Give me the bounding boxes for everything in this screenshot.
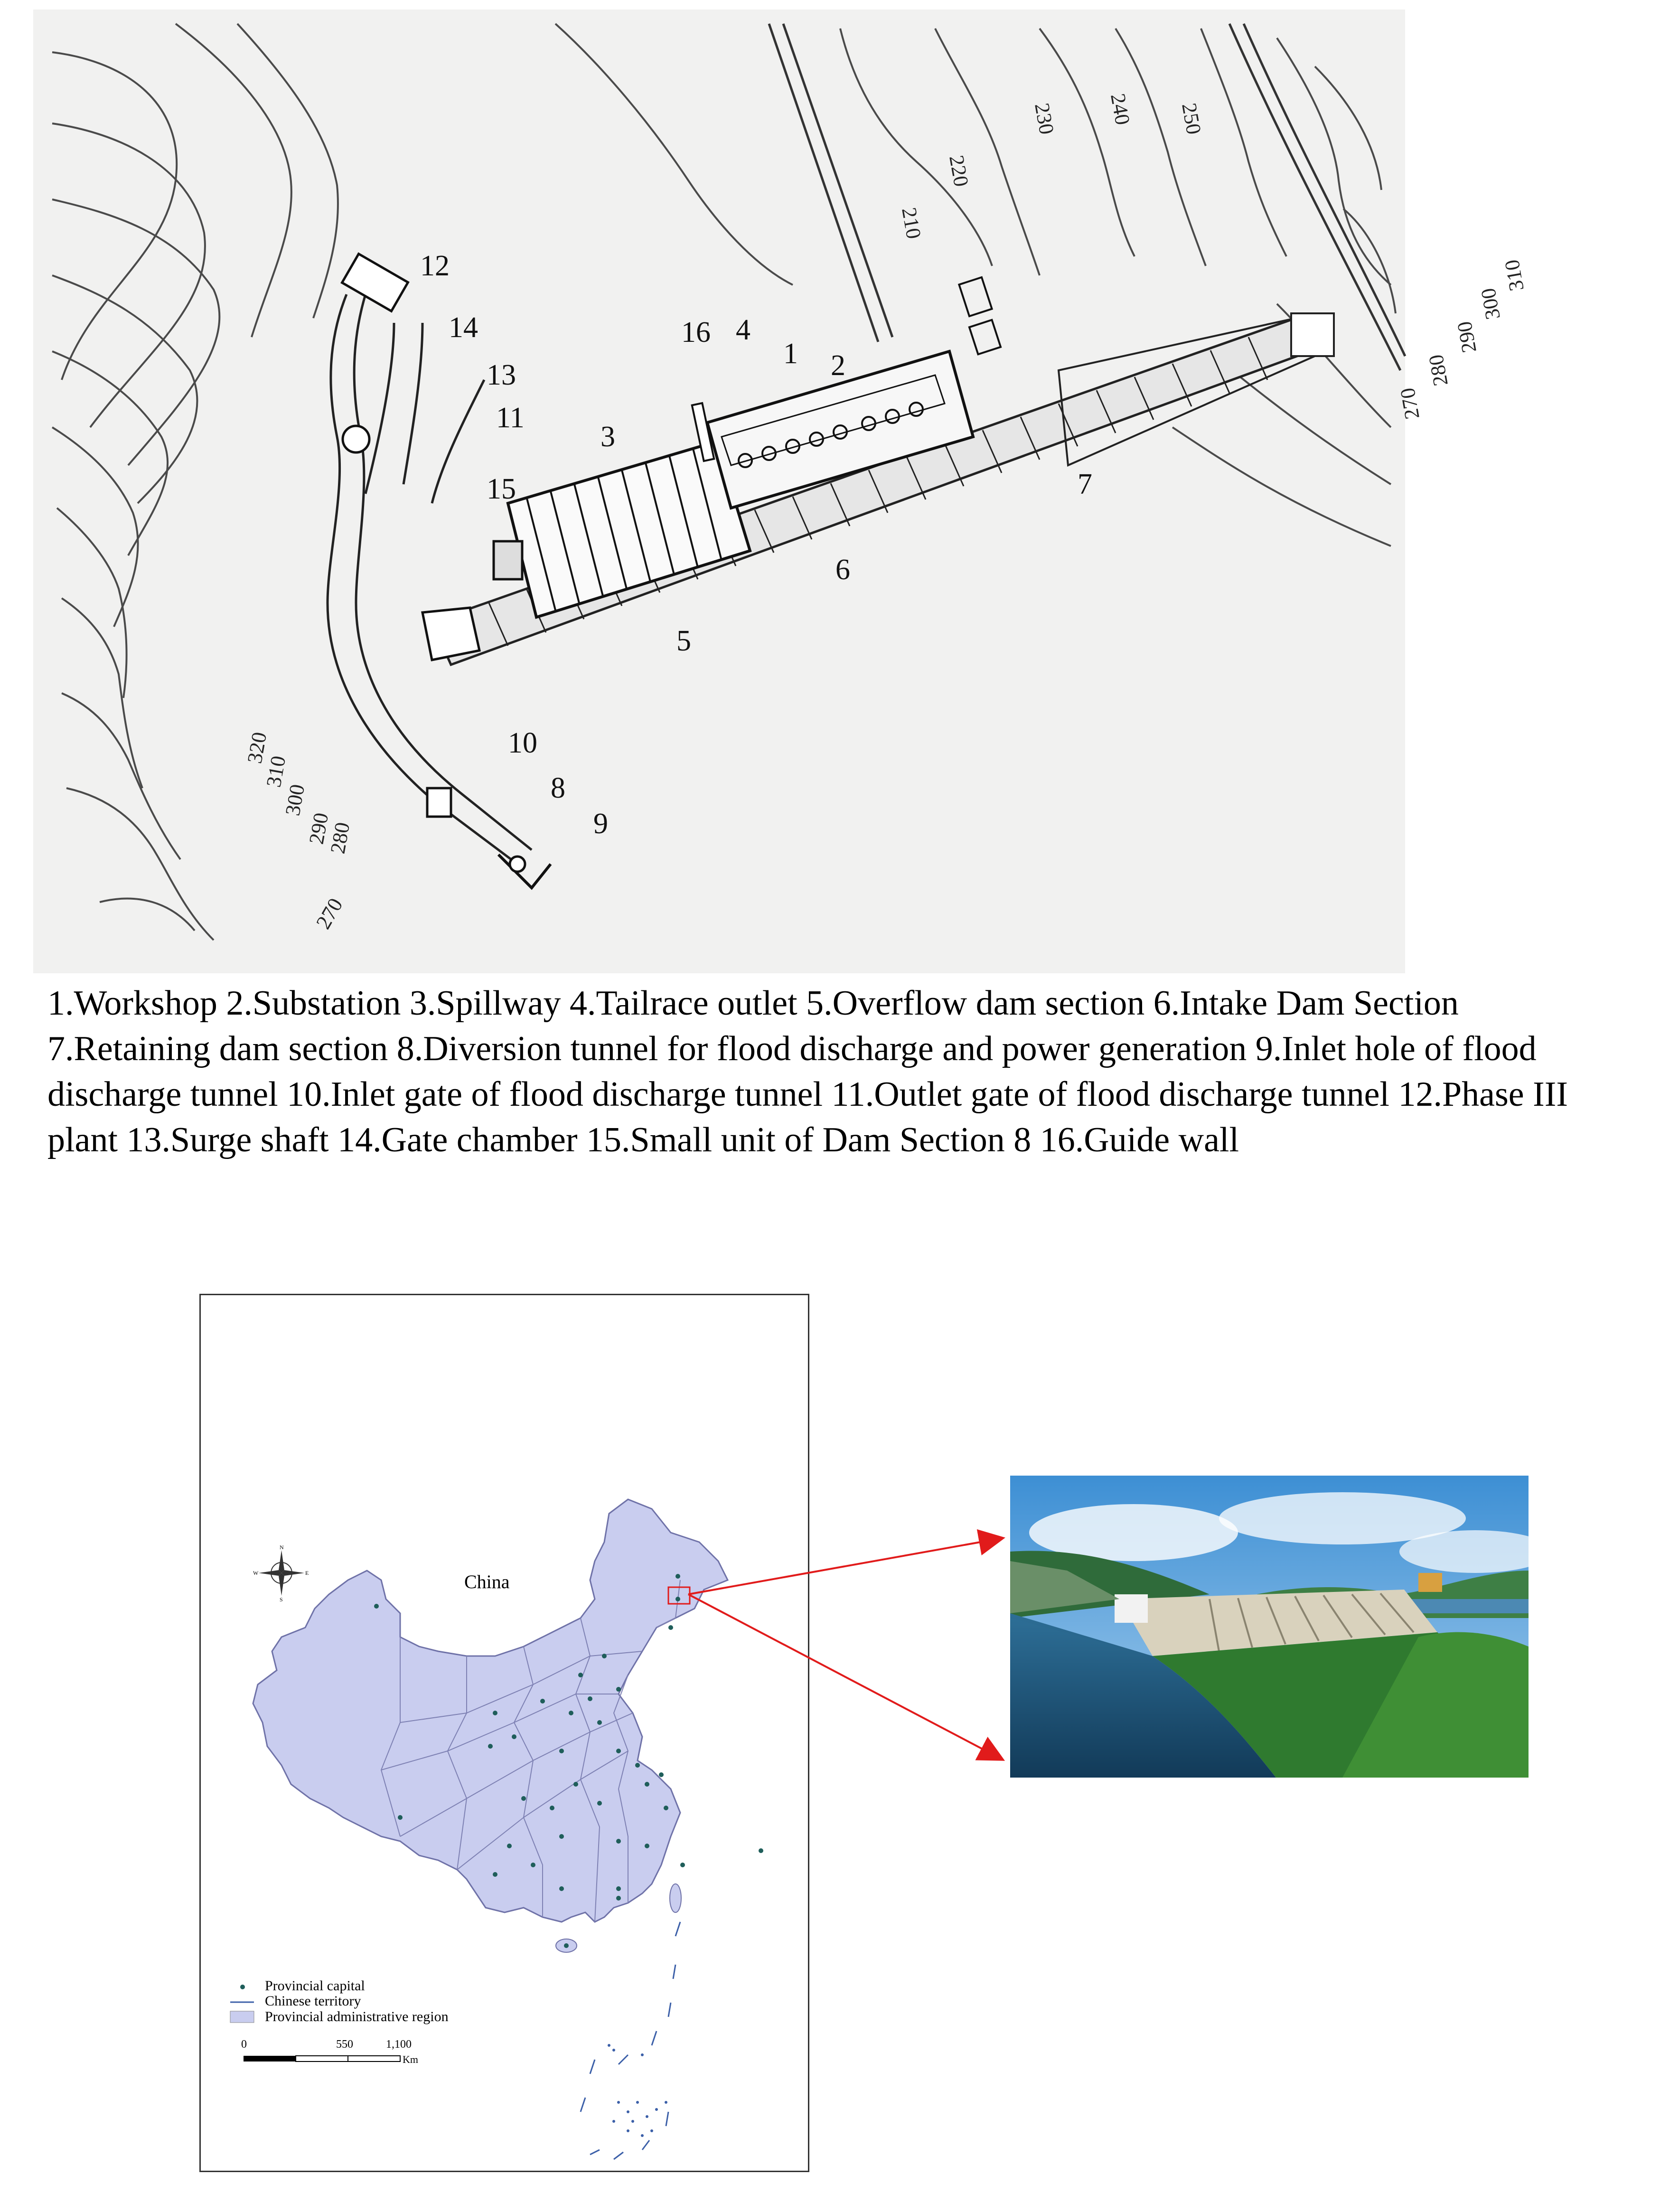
figure-caption: 1.Workshop 2.Substation 3.Spillway 4.Tailrace outlet 5.Overflow dam section 6.Intake Dam Section 7.Retaining dam section 8.Diversion tunnel for flood discharge and power generation 9.Inlet hole of flood discharge tunnel 10.Inlet gate of flood discharge tunnel 11.Outlet gate of flood discharge tunnel 12.Phase III plant 13.Surge shaft 14.Gate chamber 15.Small unit of Dam Section 8 16.Guide wall [47,984,1568,1159]
scale-unit: Km [403,2053,418,2065]
dam-layout-plan [33,9,1529,973]
contour-label: 240 [1106,92,1135,127]
callout-13: 13 [487,359,516,391]
callout-16: 16 [681,316,711,348]
legend-capital-label: Provincial capital [265,1978,365,1994]
china-map-frame [199,1294,809,2172]
contour-label: 270 [1396,386,1424,421]
callout-9: 9 [593,808,608,840]
contour-label: 310 [262,754,291,789]
legend-territory [265,1993,361,2009]
contour-label: 300 [281,782,309,818]
callout-2: 2 [831,349,845,382]
contour-label: 310 [1500,258,1529,293]
callout-7: 7 [1078,468,1092,500]
contour-label: 250 [1177,101,1206,136]
callout-10: 10 [508,727,537,759]
callout-14: 14 [449,311,478,344]
scale-tick-550: 550 [336,2038,353,2051]
dam-photo [1010,1476,1529,1778]
callout-1: 1 [783,338,798,370]
legend-territory-label: Chinese territory [265,1993,361,2009]
contour-label: 290 [304,811,333,846]
contour-label: 320 [243,730,272,765]
compass-e: E [305,1570,309,1576]
china-territory [253,1499,728,1922]
scale-tick-1100: 1,100 [386,2038,412,2051]
country-label: China [464,1571,510,1592]
compass-s: S [280,1596,283,1603]
legend-region [265,2009,449,2025]
contour-label: 280 [326,820,355,856]
callout-4: 4 [736,314,750,346]
contour-label: 230 [1030,101,1059,136]
scale-tick-0: 0 [241,2038,247,2051]
callout-3: 3 [600,421,615,453]
callout-11: 11 [496,402,525,434]
callout-12: 12 [420,250,450,282]
compass-n: N [280,1544,284,1551]
compass-w: W [253,1570,259,1576]
contour-label: 210 [897,206,926,241]
legend-capital [265,1978,365,1994]
callout-8: 8 [551,772,565,804]
callout-15: 15 [487,473,516,505]
contour-label: 220 [945,153,973,188]
contour-label: 290 [1453,320,1481,355]
callout-6: 6 [835,554,850,586]
contour-label: 300 [1476,286,1505,321]
legend-region-label: Provincial administrative region [265,2009,449,2024]
callout-5: 5 [676,625,691,657]
china-map [201,1295,811,2174]
contour-label: 280 [1424,353,1453,388]
contour-label: 270 [311,894,347,933]
